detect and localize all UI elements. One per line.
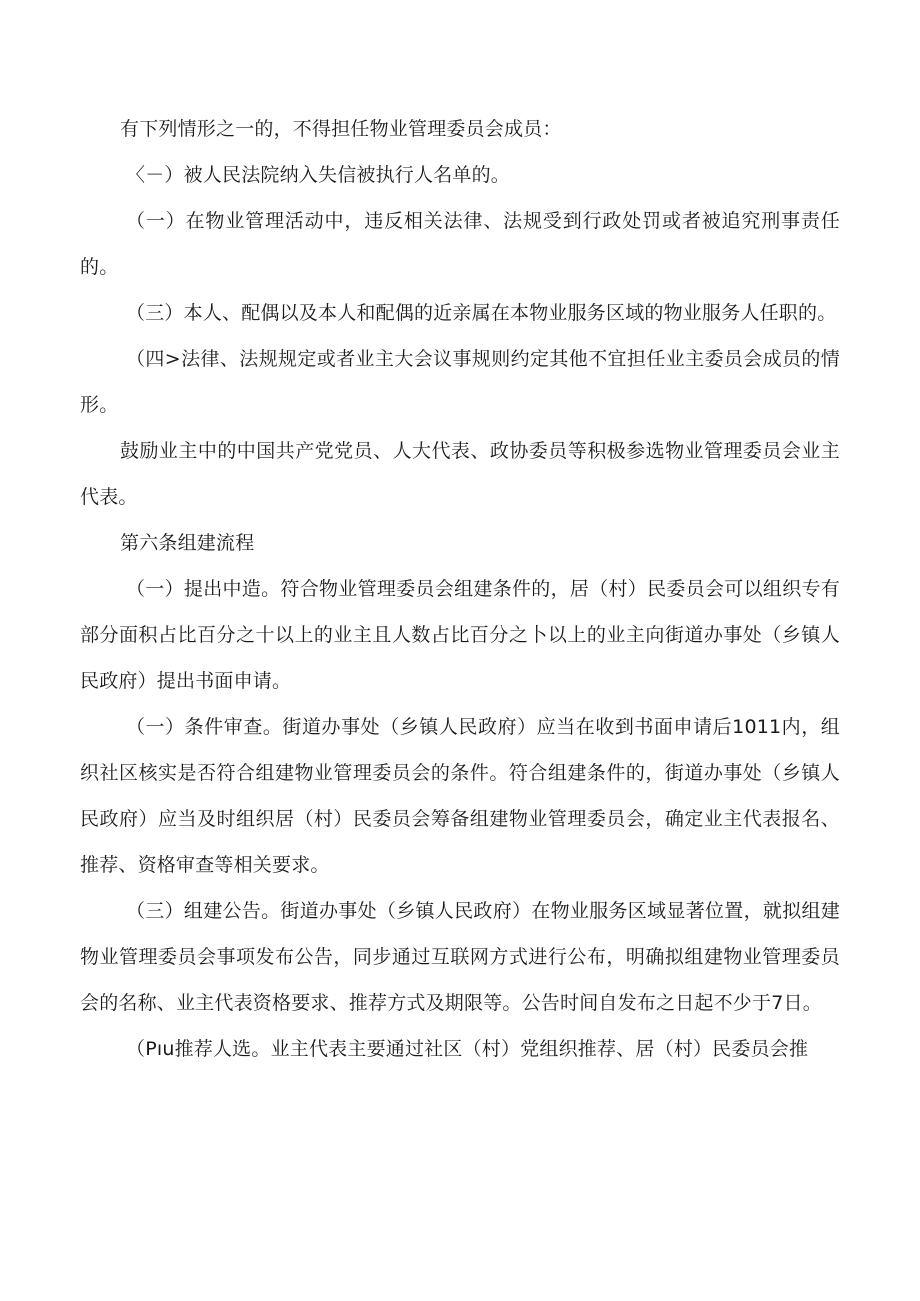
paragraph-item-relatives: （三）本人、配偶以及本人和配偶的近亲属在本物业服务区域的物业服务人任职的。 [126, 302, 837, 324]
paragraph-step-review: （一）条件审查。街道办事处（乡镇人民政府）应当在收到书面申请后1011内，组织社区核实是否符合组建物业管理委员会的条件。符合组建条件的，街道办事处（乡镇人民政府）应当及时组织居（村）民委员会筹备组建物业管理委员会，确定业主代表报名、推荐、资格审查等相关要求。 [80, 716, 840, 876]
paragraph-step-nomination: （Pıu推荐人选。业主代表主要通过社区（村）党组织推荐、居（村）民委员会推 [126, 1038, 809, 1060]
paragraph-item-penalty: （一）在物业管理活动中，违反相关法律、法规受到行政处罚或者被追究刑事责任的。 [80, 210, 840, 278]
paragraph-disqualification-intro: 有下列情形之一的，不得担任物业管理委员会成员： [120, 118, 562, 140]
document-body [80, 106, 840, 1072]
paragraph-item-other: （四>法律、法规规定或者业主大会议事规则约定其他不宜担任业主委员会成员的情形。 [80, 348, 840, 416]
paragraph-step-announcement: （三）组建公告。街道办事处（乡镇人民政府）在物业服务区域显著位置，就拟组建物业管理委员会事项发布公告，同步通过互联网方式进行公布，明确拟组建物业管理委员会的名称、业主代表资格要求、推荐方式及期限等。公告时间自发布之日起不少于7日。 [80, 900, 840, 1014]
paragraph-item-dishonest-list: 〈－）被人民法院纳入失信被执行人名单的。 [126, 164, 511, 186]
paragraph-step-application: （一）提出中造。符合物业管理委员会组建条件的，居（村）民委员会可以组织专有部分面积占比百分之十以上的业主且人数占比百分之卜以上的业主向街道办事处（乡镇人民政府）提出书面申请。 [80, 578, 840, 692]
paragraph-encourage: 鼓励业主中的中国共产党党员、人大代表、政协委员等积极参选物业管理委员会业主代表。 [80, 440, 840, 508]
section-heading-article-6: 第六条组建流程 [120, 532, 255, 554]
